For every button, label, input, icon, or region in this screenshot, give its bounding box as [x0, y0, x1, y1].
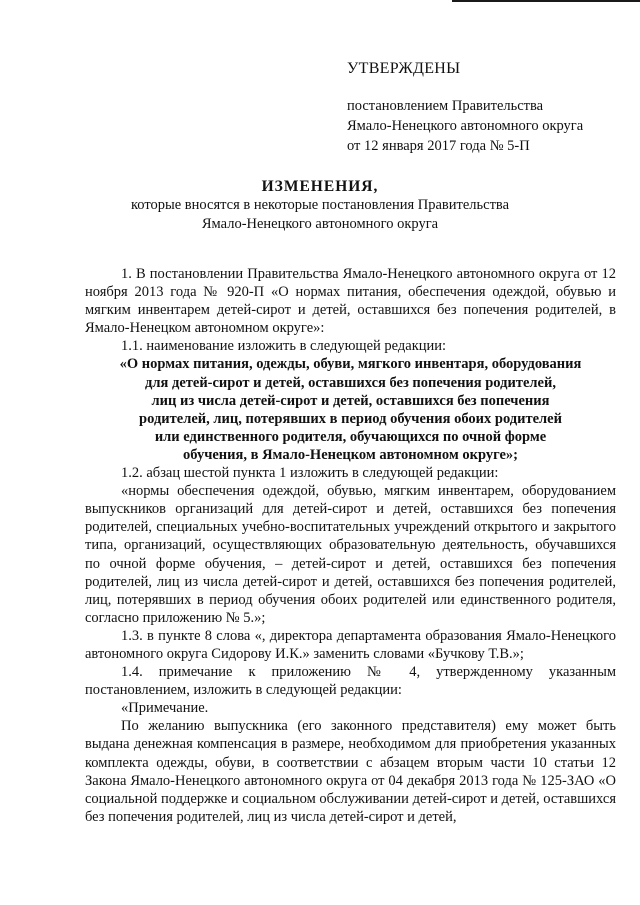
new-title-line: родителей, лиц, потерявших в период обучения обоих родителей [139, 410, 562, 427]
new-title-line: или единственного родителя, обучающихся по очной форме [154, 428, 547, 445]
subtitle-line: Ямало-Ненецкого автономного округа [201, 216, 439, 232]
new-title-line: «О нормах питания, одежды, обуви, мягкого инвентаря, оборудования [119, 356, 582, 373]
paragraph-1-1: 1.1. наименование изложить в следующей редакции: [121, 338, 447, 355]
document-subtitle [0, 196, 640, 234]
paragraph-1-2: 1.2. абзац шестой пункта 1 изложить в следующей редакции: [121, 465, 499, 482]
new-title-line: обучения, в Ямало-Ненецком автономном округе»; [183, 446, 518, 463]
subtitle-line: которые вносятся в некоторые постановления Правительства [130, 197, 510, 213]
note-label: «Примечание. [121, 700, 209, 717]
approval-block [347, 60, 627, 156]
paragraph-1: 1. В постановлении Правительства Ямало-Ненецкого автономного округа от 12 ноября 2013 года № 920-П «О нормах питания, обеспечения одеждой, обувью и мягким инвентарем детей-сирот и детей, оставшихся без попечения родителей, в Ямало-Ненецком автономном округе»: [85, 266, 616, 337]
approval-line: постановлением Правительства [347, 98, 544, 114]
scan-edge-line [452, 0, 640, 2]
new-title-block [85, 355, 616, 464]
document-title: ИЗМЕНЕНИЯ, [261, 178, 379, 195]
paragraph-1-2-text: «нормы обеспечения одеждой, обувью, мягким инвентарем, оборудованием выпускников организаций для детей-сирот и детей, оставшихся без попечения родителей, специальных учебно-воспитательных учреждений открытого и закрытого типа, организаций, осуществляющих образовательную деятельность, обучавшихся по очной форме обучения, – детей-сирот и детей, оставшихся без попечения родителей, лиц из числа детей-сирот и детей, оставшихся без попечения родителей, лиц, потерявших в период обучения обоих родителей или единственного родителя, согласно приложению № 5.»; [85, 483, 616, 626]
approval-line: от 12 января 2017 года № 5-П [347, 138, 530, 154]
document-body [85, 265, 616, 826]
new-title-line: лиц из числа детей-сирот и детей, оставшихся без попечения [151, 392, 550, 409]
approval-line: Ямало-Ненецкого автономного округа [347, 118, 584, 134]
paragraph-1-3: 1.3. в пункте 8 слова «, директора департамента образования Ямало-Ненецкого автономного округа Сидорову И.К.» заменить словами «Бучкову Т.В.»; [85, 627, 616, 662]
new-title-line: для детей-сирот и детей, оставшихся без попечения родителей, [145, 374, 556, 391]
paragraph-1-4: 1.4. примечание к приложению № 4, утвержденному указанным постановлением, изложить в следующей редакции: [85, 664, 616, 699]
approved-title: УТВЕРЖДЕНЫ [347, 60, 461, 77]
note-text: По желанию выпускника (его законного представителя) ему может быть выдана денежная компенсация в размере, необходимом для приобретения указанных комплекта одежды, обуви, в соответствии с абзацем вторым части 10 статьи 12 Закона Ямало-Ненецкого автономного округа от 04 декабря 2013 года № 125-ЗАО «О социальной поддержке и социальном обслуживании детей-сирот и детей, оставшихся без попечения родителей, лиц из числа детей-сирот и детей, [85, 718, 616, 825]
